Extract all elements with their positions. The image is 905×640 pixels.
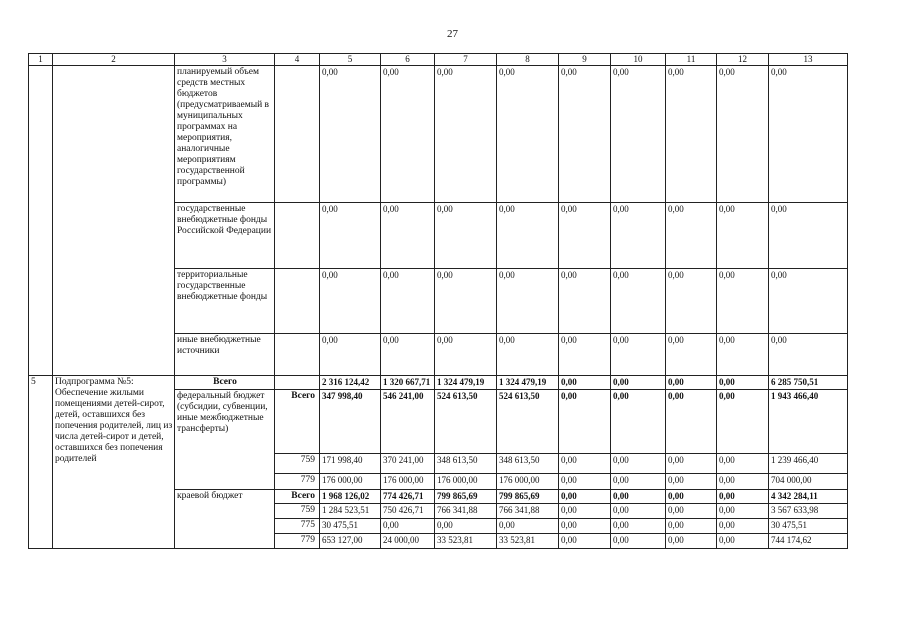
code-cell: Всего: [275, 490, 320, 504]
value-cell: 0,00: [611, 519, 666, 534]
value-cell: 0,00: [611, 390, 666, 454]
value-cell: 0,00: [611, 66, 666, 203]
header-cell: 6: [381, 54, 435, 66]
value-cell: 0,00: [666, 474, 717, 490]
value-cell: 0,00: [717, 490, 769, 504]
value-cell: 176 000,00: [435, 474, 497, 490]
value-cell: 0,00: [666, 519, 717, 534]
value-cell: 1 324 479,19: [435, 376, 497, 390]
source-label: краевой бюджет: [175, 490, 275, 549]
value-cell: 24 000,00: [381, 534, 435, 549]
code-cell: 759: [275, 504, 320, 519]
page-number: 27: [447, 28, 458, 40]
source-label: территориальные государственные внебюджетные фонды: [175, 269, 275, 334]
value-cell: 0,00: [559, 66, 611, 203]
value-cell: 0,00: [559, 474, 611, 490]
value-cell: 774 426,71: [381, 490, 435, 504]
value-cell: 0,00: [381, 519, 435, 534]
value-cell: 0,00: [559, 504, 611, 519]
header-cell: 13: [769, 54, 848, 66]
value-cell: 1 284 523,51: [320, 504, 381, 519]
value-cell: 0,00: [666, 334, 717, 376]
header-cell: 3: [175, 54, 275, 66]
value-cell: 0,00: [717, 454, 769, 474]
header-cell: 2: [53, 54, 175, 66]
value-cell: 0,00: [611, 376, 666, 390]
header-cell: 7: [435, 54, 497, 66]
value-cell: 0,00: [559, 534, 611, 549]
value-cell: 0,00: [611, 454, 666, 474]
value-cell: 176 000,00: [497, 474, 559, 490]
value-cell: 0,00: [666, 376, 717, 390]
value-cell: 546 241,00: [381, 390, 435, 454]
value-cell: 0,00: [497, 334, 559, 376]
header-cell: 10: [611, 54, 666, 66]
value-cell: 176 000,00: [320, 474, 381, 490]
value-cell: 171 998,40: [320, 454, 381, 474]
source-label: федеральный бюджет (субсидии, субвенции, иные межбюджетные трансферты): [175, 390, 275, 490]
value-cell: 653 127,00: [320, 534, 381, 549]
value-cell: 0,00: [717, 269, 769, 334]
value-cell: 744 174,62: [769, 534, 848, 549]
value-cell: 0,00: [717, 474, 769, 490]
header-cell: 12: [717, 54, 769, 66]
value-cell: 0,00: [717, 390, 769, 454]
value-cell: 766 341,88: [497, 504, 559, 519]
value-cell: 0,00: [717, 203, 769, 269]
value-cell: 0,00: [611, 334, 666, 376]
value-cell: 0,00: [559, 519, 611, 534]
value-cell: 6 285 750,51: [769, 376, 848, 390]
value-cell: 30 475,51: [769, 519, 848, 534]
value-cell: 1 324 479,19: [497, 376, 559, 390]
value-cell: 0,00: [666, 203, 717, 269]
value-cell: 0,00: [611, 203, 666, 269]
code-cell: [275, 66, 320, 203]
empty-cell: [29, 66, 53, 376]
value-cell: 0,00: [666, 490, 717, 504]
value-cell: 0,00: [611, 534, 666, 549]
value-cell: 1 968 126,02: [320, 490, 381, 504]
value-cell: 0,00: [717, 534, 769, 549]
source-label: планируемый объем средств местных бюджетов (предусматриваемый в муниципальных программах на мероприятия, аналогичные мероприятиям государственной программы): [175, 66, 275, 203]
value-cell: 0,00: [666, 269, 717, 334]
value-cell: 0,00: [320, 269, 381, 334]
header-cell: 9: [559, 54, 611, 66]
value-cell: 0,00: [769, 269, 848, 334]
value-cell: 0,00: [666, 534, 717, 549]
header-row: [29, 54, 848, 66]
value-cell: 0,00: [381, 66, 435, 203]
value-cell: 704 000,00: [769, 474, 848, 490]
value-cell: 0,00: [611, 490, 666, 504]
value-cell: 0,00: [435, 66, 497, 203]
source-label: государственные внебюджетные фонды Российской Федерации: [175, 203, 275, 269]
value-cell: 0,00: [559, 490, 611, 504]
value-cell: 0,00: [435, 203, 497, 269]
value-cell: 0,00: [769, 334, 848, 376]
table-row: [29, 66, 848, 203]
budget-table: [28, 53, 848, 549]
code-cell: [275, 203, 320, 269]
value-cell: 348 613,50: [497, 454, 559, 474]
value-cell: 0,00: [717, 504, 769, 519]
code-cell: [275, 334, 320, 376]
value-cell: 4 342 284,11: [769, 490, 848, 504]
table-row: [29, 376, 848, 390]
value-cell: 0,00: [666, 390, 717, 454]
value-cell: 524 613,50: [435, 390, 497, 454]
header-cell: 4: [275, 54, 320, 66]
value-cell: 0,00: [717, 66, 769, 203]
value-cell: 0,00: [320, 334, 381, 376]
value-cell: 0,00: [381, 334, 435, 376]
value-cell: 0,00: [320, 66, 381, 203]
value-cell: 0,00: [435, 519, 497, 534]
value-cell: 0,00: [381, 203, 435, 269]
value-cell: 0,00: [717, 519, 769, 534]
source-label: иные внебюджетные источники: [175, 334, 275, 376]
value-cell: 0,00: [497, 203, 559, 269]
value-cell: 0,00: [435, 269, 497, 334]
value-cell: 0,00: [497, 519, 559, 534]
value-cell: 1 239 466,40: [769, 454, 848, 474]
code-cell: [275, 376, 320, 390]
total-label: Всего: [175, 376, 275, 390]
value-cell: 0,00: [611, 474, 666, 490]
value-cell: 348 613,50: [435, 454, 497, 474]
code-cell: [275, 269, 320, 334]
subprogram-number: 5: [29, 376, 53, 549]
value-cell: 0,00: [435, 334, 497, 376]
code-cell: 775: [275, 519, 320, 534]
value-cell: 33 523,81: [435, 534, 497, 549]
value-cell: 524 613,50: [497, 390, 559, 454]
value-cell: 0,00: [320, 203, 381, 269]
value-cell: 0,00: [559, 269, 611, 334]
value-cell: 1 320 667,71: [381, 376, 435, 390]
header-cell: 11: [666, 54, 717, 66]
value-cell: 0,00: [717, 334, 769, 376]
value-cell: 0,00: [381, 269, 435, 334]
value-cell: 0,00: [666, 504, 717, 519]
value-cell: 0,00: [559, 376, 611, 390]
subprogram-title: Подпрограмма №5: Обеспечение жилыми помещениями детей-сирот, детей, оставшихся без попечения родителей, лиц из числа детей-сирот и детей, оставшихся без попечения родителей: [53, 376, 175, 549]
value-cell: 0,00: [497, 269, 559, 334]
header-cell: 5: [320, 54, 381, 66]
value-cell: 0,00: [611, 504, 666, 519]
header-cell: 1: [29, 54, 53, 66]
empty-cell: [53, 66, 175, 376]
value-cell: 750 426,71: [381, 504, 435, 519]
code-cell: 759: [275, 454, 320, 474]
value-cell: 370 241,00: [381, 454, 435, 474]
code-cell: 779: [275, 534, 320, 549]
value-cell: 2 316 124,42: [320, 376, 381, 390]
value-cell: 30 475,51: [320, 519, 381, 534]
value-cell: 176 000,00: [381, 474, 435, 490]
value-cell: 799 865,69: [497, 490, 559, 504]
value-cell: 766 341,88: [435, 504, 497, 519]
value-cell: 1 943 466,40: [769, 390, 848, 454]
value-cell: 0,00: [717, 376, 769, 390]
value-cell: 0,00: [559, 334, 611, 376]
value-cell: 0,00: [559, 454, 611, 474]
value-cell: 0,00: [611, 269, 666, 334]
value-cell: 347 998,40: [320, 390, 381, 454]
value-cell: 33 523,81: [497, 534, 559, 549]
value-cell: 0,00: [769, 203, 848, 269]
value-cell: 799 865,69: [435, 490, 497, 504]
code-cell: Всего: [275, 390, 320, 454]
value-cell: 0,00: [666, 454, 717, 474]
value-cell: 0,00: [559, 203, 611, 269]
value-cell: 0,00: [559, 390, 611, 454]
header-cell: 8: [497, 54, 559, 66]
value-cell: 0,00: [666, 66, 717, 203]
value-cell: 0,00: [769, 66, 848, 203]
value-cell: 0,00: [497, 66, 559, 203]
code-cell: 779: [275, 474, 320, 490]
value-cell: 3 567 633,98: [769, 504, 848, 519]
